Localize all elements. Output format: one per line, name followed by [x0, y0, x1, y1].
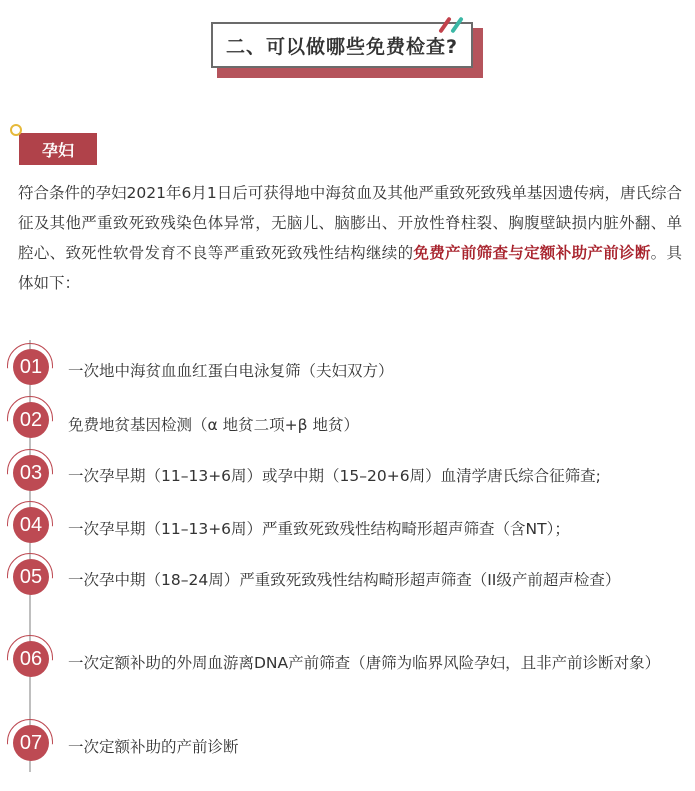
tag-ring-decoration [10, 124, 22, 136]
item-text: 一次地中海贫血血红蛋白电泳复筛（夫妇双方） [68, 362, 394, 380]
item-text: 免费地贫基因检测（α 地贫二项+β 地贫） [68, 416, 359, 434]
tag-label: 孕妇 [19, 133, 97, 165]
item-number-badge: 01 [13, 349, 49, 385]
item-number-badge: 06 [13, 641, 49, 677]
section-title: 二、可以做哪些免费检查? [211, 22, 473, 68]
intro-text: 符合条件的孕妇2021年6月1日后可获得地中海贫血及其他严重致死致残单基因遗传病，唐氏综合征及其他严重致死致残染色体异常，无脑儿、脑膨出、开放性脊柱裂、胸腹壁缺损内脏外翻、单腔心、致死性软骨发育不良等严重致死致残性结构继续的 [18, 184, 682, 262]
item-number-badge: 05 [13, 559, 49, 595]
intro-text-end: 。具体如下： [18, 244, 682, 292]
item-text: 一次孕中期（18–24周）严重致死致残性结构畸形超声筛查（II级产前超声检查） [68, 571, 621, 589]
item-text: 一次定额补助的产前诊断 [68, 738, 239, 756]
item-text: 一次孕早期（11–13+6周）严重致死致残性结构畸形超声筛查（含NT）； [68, 520, 570, 538]
item-number-badge: 07 [13, 725, 49, 761]
item-text: 一次孕早期（11–13+6周）或孕中期（15–20+6周）血清学唐氏综合征筛查; [68, 467, 601, 485]
item-number-badge: 02 [13, 402, 49, 438]
item-text: 一次定额补助的外周血游离DNA产前筛查（唐筛为临界风险孕妇，且非产前诊断对象） [68, 654, 661, 672]
item-number-badge: 03 [13, 455, 49, 491]
intro-highlight: 免费产前筛查与定额补助产前诊断 [413, 244, 651, 262]
intro-paragraph [18, 178, 682, 298]
section-title-box [211, 22, 483, 78]
item-number-badge: 04 [13, 507, 49, 543]
